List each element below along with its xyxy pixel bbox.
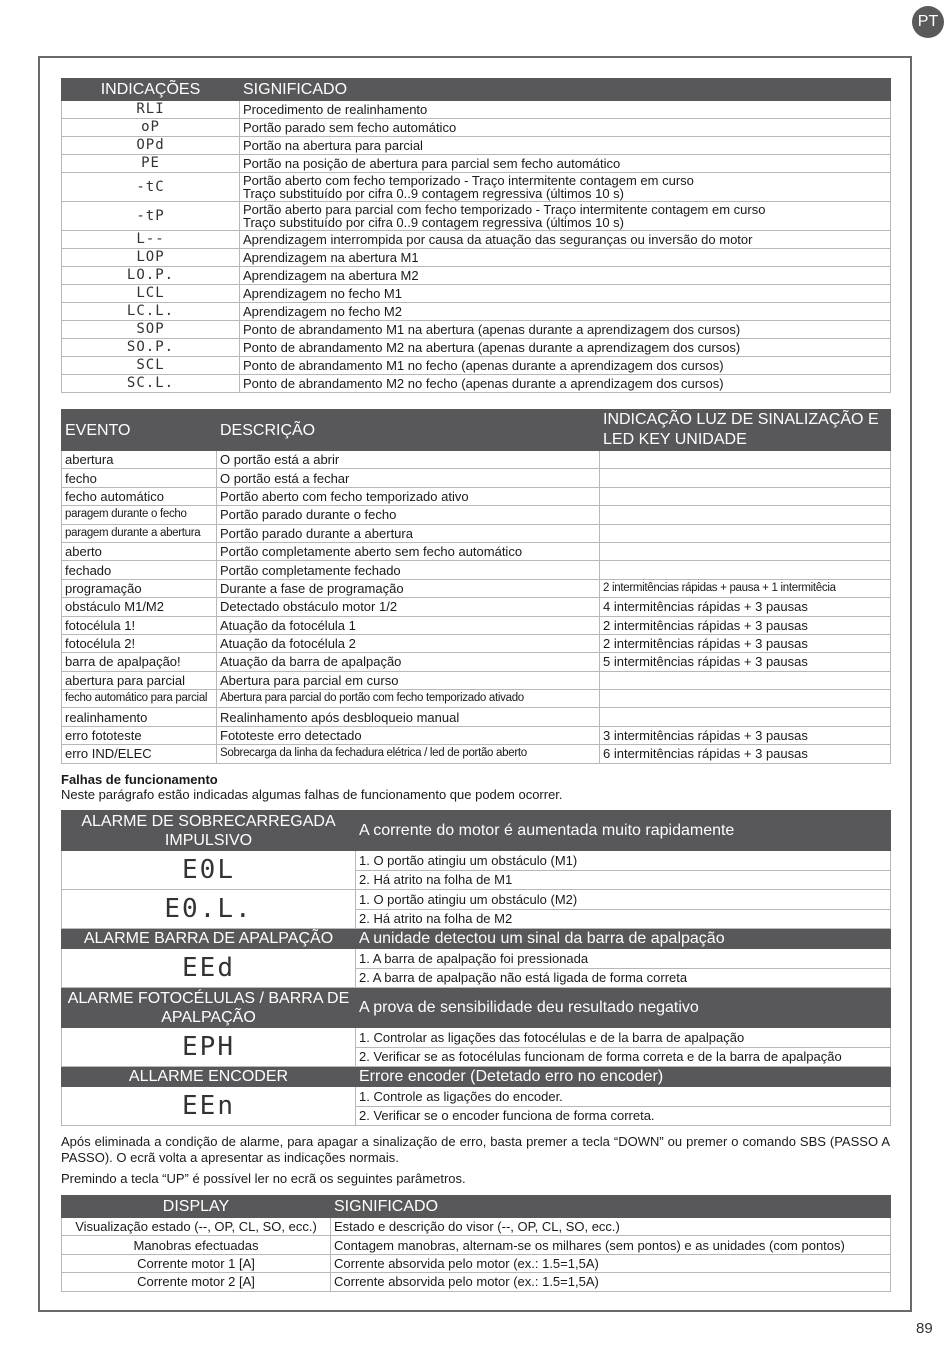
- description-cell: Atuação da barra de apalpação: [217, 653, 600, 671]
- display-params-table: [61, 1195, 891, 1292]
- meaning-text: Aprendizagem no fecho M1: [243, 286, 402, 301]
- meaning-cell: [240, 202, 891, 231]
- alarm-item: 1. Controlar as ligações das fotocélulas e de la barra de apalpação: [356, 1028, 891, 1048]
- description-cell: Atuação da fotocélula 1: [217, 616, 600, 634]
- description-cell: Portão parado durante a abertura: [217, 524, 600, 542]
- display-code: LO.P.: [62, 267, 240, 285]
- alarm-item: 1. Controle as ligações do encoder.: [356, 1087, 891, 1107]
- table-row: [62, 598, 891, 616]
- alarm-code: E0.L.: [62, 890, 356, 929]
- meaning-cell: Corrente absorvida pelo motor (ex.: 1.5=1,5A): [331, 1254, 891, 1272]
- event-cell: paragem durante o fecho: [62, 506, 217, 524]
- description-cell: Atuação da fotocélula 2: [217, 634, 600, 652]
- display-code: LCL: [62, 285, 240, 303]
- col-header-meaning: SIGNIFICADO: [240, 79, 891, 101]
- alarm-header-row: [62, 988, 891, 1028]
- meaning-text: Portão na posição de abertura para parcial sem fecho automático: [243, 156, 621, 171]
- meaning-text: Portão aberto para parcial com fecho temporizado - Traço intermitente contagem em curso: [243, 202, 766, 217]
- alarm-header-row: [62, 929, 891, 949]
- alarm-title: ALLARME ENCODER: [62, 1067, 356, 1087]
- table-row: [62, 1273, 891, 1291]
- meaning-text: Ponto de abrandamento M2 no fecho (apenas durante a aprendizagem dos cursos): [243, 376, 724, 391]
- alarm-item-row: [62, 851, 891, 871]
- meaning-cell: [240, 119, 891, 137]
- alarm-description: A unidade detectou um sinal da barra de apalpação: [356, 929, 891, 949]
- event-cell: obstáculo M1/M2: [62, 598, 217, 616]
- table-row: [62, 634, 891, 652]
- event-cell: barra de apalpação!: [62, 653, 217, 671]
- description-cell: O portão está a abrir: [217, 451, 600, 469]
- meaning-text: Ponto de abrandamento M2 na abertura (apenas durante a aprendizagem dos cursos): [243, 340, 741, 355]
- event-cell: fecho automático: [62, 487, 217, 505]
- meaning-cell: [240, 267, 891, 285]
- meaning-text: Portão na abertura para parcial: [243, 138, 423, 153]
- alarm-item-row: [62, 1028, 891, 1048]
- event-cell: fotocélula 2!: [62, 634, 217, 652]
- alarm-description: Errore encoder (Detetado erro no encoder): [356, 1067, 891, 1087]
- table-row: [62, 267, 891, 285]
- meaning-text: Ponto de abrandamento M1 no fecho (apenas durante a aprendizagem dos cursos): [243, 358, 724, 373]
- alarm-item: 1. A barra de apalpação foi pressionada: [356, 949, 891, 969]
- alarm-item: 2. Verificar se o encoder funciona de forma correta.: [356, 1106, 891, 1126]
- event-cell: realinhamento: [62, 708, 217, 726]
- faults-title: Falhas de funcionamento: [61, 772, 218, 787]
- display-code: OPd: [62, 137, 240, 155]
- alarm-description: A corrente do motor é aumentada muito rapidamente: [356, 811, 891, 851]
- faults-intro: Neste parágrafo estão indicadas algumas falhas de funcionamento que podem ocorrer.: [61, 787, 563, 802]
- indication-cell: 2 intermitências rápidas + 3 pausas: [600, 634, 891, 652]
- description-cell: Portão completamente fechado: [217, 561, 600, 579]
- indications-table: [61, 78, 891, 393]
- table-row: [62, 173, 891, 202]
- indication-cell: 6 intermitências rápidas + 3 pausas: [600, 745, 891, 763]
- alarm-title: ALARME BARRA DE APALPAÇÃO: [62, 929, 356, 949]
- description-cell: Portão completamente aberto sem fecho automático: [217, 542, 600, 560]
- description-cell: Portão parado durante o fecho: [217, 506, 600, 524]
- display-code: SCL: [62, 357, 240, 375]
- display-code: RLI: [62, 101, 240, 119]
- description-cell: Portão aberto com fecho temporizado ativo: [217, 487, 600, 505]
- indication-cell: 3 intermitências rápidas + 3 pausas: [600, 726, 891, 744]
- col-header-display: DISPLAY: [62, 1196, 331, 1218]
- table-row: [62, 524, 891, 542]
- col-header-meaning-2: SIGNIFICADO: [331, 1196, 891, 1218]
- after-alarm-text: Após eliminada a condição de alarme, para apagar a sinalização de erro, basta premer a tecla “DOWN” ou premer o comando SBS (PASSO A PASSO). O ecrã volta a apresentar as indicações normais.: [61, 1134, 890, 1165]
- table-row: [62, 357, 891, 375]
- display-code: PE: [62, 155, 240, 173]
- table-row: [62, 653, 891, 671]
- display-code: -tC: [62, 173, 240, 202]
- event-cell: erro fototeste: [62, 726, 217, 744]
- table-row: [62, 339, 891, 357]
- meaning-cell: [240, 321, 891, 339]
- table-row: [62, 155, 891, 173]
- meaning-text: Portão aberto com fecho temporizado - Traço intermitente contagem em curso: [243, 173, 694, 188]
- display-cell: Manobras efectuadas: [62, 1236, 331, 1254]
- table-row: [62, 542, 891, 560]
- table-row: [62, 745, 891, 763]
- event-cell: fecho: [62, 469, 217, 487]
- table-row: [62, 561, 891, 579]
- alarm-header-row: [62, 1067, 891, 1087]
- indication-cell: [600, 487, 891, 505]
- alarm-item: 1. O portão atingiu um obstáculo (M2): [356, 890, 891, 910]
- meaning-cell: [240, 285, 891, 303]
- alarm-item: 2. Verificar se as fotocélulas funcionam de forma correta e de la barra de apalpação: [356, 1047, 891, 1067]
- indication-cell: 2 intermitências rápidas + pausa + 1 intermitêcia: [600, 579, 891, 597]
- meaning-cell: [240, 357, 891, 375]
- meaning-text: Procedimento de realinhamento: [243, 102, 428, 117]
- table-row: [62, 137, 891, 155]
- event-cell: erro IND/ELEC: [62, 745, 217, 763]
- event-cell: aberto: [62, 542, 217, 560]
- alarm-item: 2. A barra de apalpação não está ligada de forma correta: [356, 968, 891, 988]
- display-code: L--: [62, 231, 240, 249]
- table-row: [62, 487, 891, 505]
- meaning-cell: Corrente absorvida pelo motor (ex.: 1.5=1,5A): [331, 1273, 891, 1291]
- meaning-cell: Contagem manobras, alternam-se os milhares (sem pontos) e as unidades (com pontos): [331, 1236, 891, 1254]
- alarm-description: A prova de sensibilidade deu resultado negativo: [356, 988, 891, 1028]
- table-row: [62, 101, 891, 119]
- table-row: [62, 690, 891, 708]
- event-cell: fechado: [62, 561, 217, 579]
- table-row: [62, 708, 891, 726]
- meaning-text: Aprendizagem na abertura M2: [243, 268, 419, 283]
- display-code: SOP: [62, 321, 240, 339]
- indication-cell: [600, 542, 891, 560]
- meaning-cell: Estado e descrição do visor (--, OP, CL, SO, ecc.): [331, 1218, 891, 1236]
- display-code: LOP: [62, 249, 240, 267]
- event-cell: fotocélula 1!: [62, 616, 217, 634]
- alarm-item-row: [62, 949, 891, 969]
- table-row: [62, 726, 891, 744]
- indication-cell: [600, 506, 891, 524]
- alarm-header-row: [62, 811, 891, 851]
- description-cell: Fototeste erro detectado: [217, 726, 600, 744]
- meaning-text: Aprendizagem na abertura M1: [243, 250, 419, 265]
- display-cell: Visualização estado (--, OP, CL, SO, ecc.): [62, 1218, 331, 1236]
- col-header-indications: INDICAÇÕES: [62, 79, 240, 101]
- alarm-title: ALARME DE SOBRECARREGADA IMPULSIVO: [62, 811, 356, 851]
- indication-cell: 2 intermitências rápidas + 3 pausas: [600, 616, 891, 634]
- indication-cell: [600, 690, 891, 708]
- meaning-cell: [240, 101, 891, 119]
- event-cell: fecho automático para parcial: [62, 690, 217, 708]
- alarm-code: E0L: [62, 851, 356, 890]
- col-header-description: DESCRIÇÃO: [217, 410, 600, 451]
- display-code: oP: [62, 119, 240, 137]
- description-cell: Detectado obstáculo motor 1/2: [217, 598, 600, 616]
- alarm-item: 2. Há atrito na folha de M1: [356, 870, 891, 890]
- alarm-item: 2. Há atrito na folha de M2: [356, 909, 891, 929]
- alarm-item: 1. O portão atingiu um obstáculo (M1): [356, 851, 891, 871]
- indication-cell: [600, 561, 891, 579]
- meaning-cell: [240, 375, 891, 393]
- table-row: [62, 321, 891, 339]
- meaning-cell: [240, 231, 891, 249]
- display-code: SC.L.: [62, 375, 240, 393]
- event-cell: abertura: [62, 451, 217, 469]
- meaning-text: Aprendizagem no fecho M2: [243, 304, 402, 319]
- event-cell: paragem durante a abertura: [62, 524, 217, 542]
- table-row: [62, 616, 891, 634]
- meaning-cell: [240, 249, 891, 267]
- table-row: [62, 469, 891, 487]
- display-code: -tP: [62, 202, 240, 231]
- language-badge: PT: [912, 6, 944, 38]
- table-row: [62, 451, 891, 469]
- display-cell: Corrente motor 2 [A]: [62, 1273, 331, 1291]
- indication-cell: [600, 451, 891, 469]
- display-code: LC.L.: [62, 303, 240, 321]
- meaning-cell: [240, 173, 891, 202]
- alarms-table: [61, 810, 891, 1126]
- description-cell: O portão está a fechar: [217, 469, 600, 487]
- meaning-text: Ponto de abrandamento M1 na abertura (apenas durante a aprendizagem dos cursos): [243, 322, 741, 337]
- table-row: [62, 671, 891, 689]
- table-row: [62, 1254, 891, 1272]
- table-row: [62, 375, 891, 393]
- event-cell: abertura para parcial: [62, 671, 217, 689]
- meaning-cell: [240, 155, 891, 173]
- indication-cell: [600, 708, 891, 726]
- alarm-title: ALARME FOTOCÉLULAS / BARRA DE APALPAÇÃO: [62, 988, 356, 1028]
- table-row: [62, 1218, 891, 1236]
- col-header-event: EVENTO: [62, 410, 217, 451]
- indication-cell: [600, 671, 891, 689]
- event-cell: programação: [62, 579, 217, 597]
- table-row: [62, 579, 891, 597]
- description-cell: Abertura para parcial em curso: [217, 671, 600, 689]
- table-row: [62, 231, 891, 249]
- alarm-item-row: [62, 890, 891, 910]
- description-cell: Abertura para parcial do portão com fecho temporizado ativado: [217, 690, 600, 708]
- meaning-cell: [240, 339, 891, 357]
- table-row: [62, 285, 891, 303]
- alarm-code: EEn: [62, 1087, 356, 1126]
- alarm-code: EEd: [62, 949, 356, 988]
- table-row: [62, 119, 891, 137]
- meaning-cell: [240, 137, 891, 155]
- indication-cell: 4 intermitências rápidas + 3 pausas: [600, 598, 891, 616]
- up-key-text: Premindo a tecla “UP” é possível ler no ecrã os seguintes parâmetros.: [61, 1171, 466, 1186]
- indication-cell: [600, 469, 891, 487]
- events-table: [61, 409, 891, 764]
- description-cell: Durante a fase de programação: [217, 579, 600, 597]
- table-row: [62, 202, 891, 231]
- display-cell: Corrente motor 1 [A]: [62, 1254, 331, 1272]
- meaning-cell: [240, 303, 891, 321]
- table-row: [62, 303, 891, 321]
- table-row: [62, 1236, 891, 1254]
- table-row: [62, 506, 891, 524]
- alarm-item-row: [62, 1087, 891, 1107]
- indication-cell: 5 intermitências rápidas + 3 pausas: [600, 653, 891, 671]
- meaning-text: Portão parado sem fecho automático: [243, 120, 457, 135]
- meaning-text: Aprendizagem interrompida por causa da atuação das seguranças ou inversão do motor: [243, 232, 753, 247]
- alarm-code: EPH: [62, 1028, 356, 1067]
- page-number: 89: [916, 1320, 933, 1337]
- table-row: [62, 249, 891, 267]
- meaning-text-2: Traço substituído por cifra 0..9 contagem regressiva (últimos 10 s): [243, 215, 625, 230]
- display-code: SO.P.: [62, 339, 240, 357]
- col-header-indication: INDICAÇÃO LUZ DE SINALIZAÇÃO E LED KEY UNIDADE: [600, 410, 891, 451]
- description-cell: Sobrecarga da linha da fechadura elétrica / led de portão aberto: [217, 745, 600, 763]
- meaning-text-2: Traço substituído por cifra 0..9 contagem regressiva (últimos 10 s): [243, 186, 625, 201]
- indication-cell: [600, 524, 891, 542]
- description-cell: Realinhamento após desbloqueio manual: [217, 708, 600, 726]
